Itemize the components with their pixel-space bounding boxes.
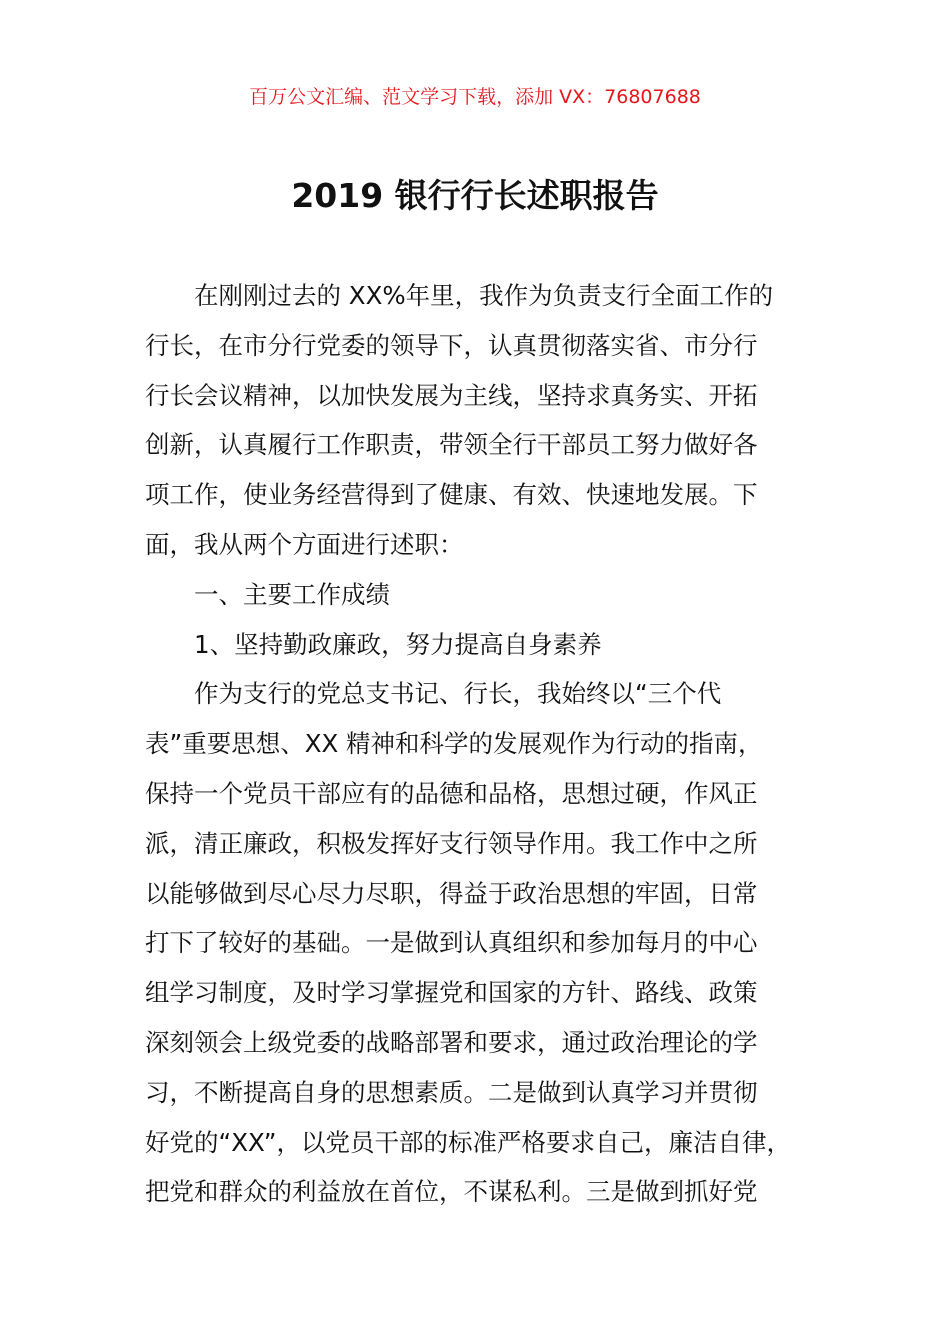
body-text-line: 以能够做到尽心尽力尽职，得益于政治思想的牢固，日常 — [145, 878, 758, 908]
document-title: 2019 银行行长述职报告 — [291, 176, 659, 215]
body-text-line: 作为支行的党总支书记、行长，我始终以“三个代 — [145, 679, 722, 709]
body-text-line: 表”重要思想、XX 精神和科学的发展观作为行动的指南， — [145, 729, 763, 759]
body-text-line: 项工作，使业务经营得到了健康、有效、快速地发展。下 — [145, 480, 758, 510]
body-text-line: 1、坚持勤政廉政，努力提高自身素养 — [145, 629, 602, 659]
body-text-line: 一、主要工作成绩 — [145, 579, 390, 609]
body-text-line: 打下了较好的基础。一是做到认真组织和参加每月的中心 — [145, 928, 758, 958]
download-banner: 百万公文汇编、范文学习下载，添加 VX：76807688 — [249, 86, 701, 108]
body-text-line: 好党的“XX”，以党员干部的标准严格要求自己，廉洁自律， — [145, 1127, 791, 1157]
body-text-line: 行长会议精神，以加快发展为主线，坚持求真务实、开拓 — [145, 380, 758, 410]
body-text-line: 行长，在市分行党委的领导下，认真贯彻落实省、市分行 — [145, 330, 758, 360]
body-text-line: 把党和群众的利益放在首位，不谋私利。三是做到抓好党 — [145, 1177, 758, 1207]
document-body — [145, 271, 845, 1217]
body-text-line: 面，我从两个方面进行述职： — [145, 529, 464, 559]
body-text-line: 深刻领会上级党委的战略部署和要求，通过政治理论的学 — [145, 1027, 758, 1057]
body-text-line: 习，不断提高自身的思想素质。二是做到认真学习并贯彻 — [145, 1077, 758, 1107]
body-text-line: 保持一个党员干部应有的品德和品格，思想过硬，作风正 — [145, 778, 758, 808]
body-text-line: 派，清正廉政，积极发挥好支行领导作用。我工作中之所 — [145, 828, 758, 858]
body-text-line: 在刚刚过去的 XX%年里，我作为负责支行全面工作的 — [145, 281, 774, 310]
body-text-line: 创新，认真履行工作职责，带领全行干部员工努力做好各 — [145, 430, 758, 460]
body-text-line: 组学习制度，及时学习掌握党和国家的方针、路线、政策 — [145, 978, 758, 1008]
